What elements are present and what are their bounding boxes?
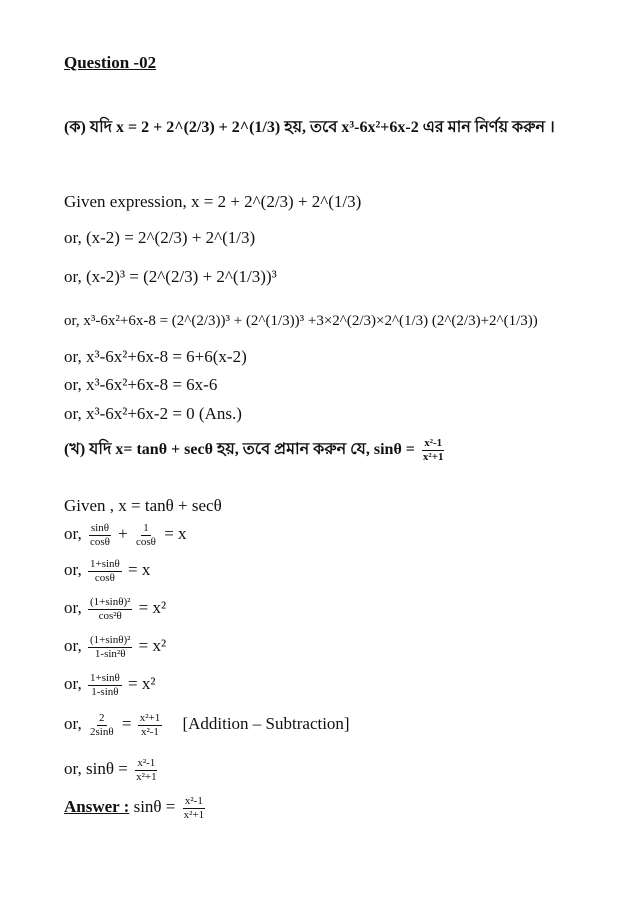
- step-prefix: or,: [64, 598, 82, 618]
- fraction-numerator: sinθ: [90, 522, 109, 534]
- part-b-answer: [64, 795, 208, 821]
- part-b-question: [64, 437, 448, 463]
- part-b-question-fraction: [421, 437, 446, 463]
- fraction-denominator: cosθ: [94, 571, 115, 584]
- part-a-question: (ক) যদি x = 2 + 2^(2/3) + 2^(1/3) হয়, তবে x³-6x²+6x-2 এর মান নির্ণয় করুন ।: [64, 119, 555, 136]
- step-fraction: [138, 712, 163, 738]
- step-fraction: [134, 757, 159, 783]
- step-rhs: = x: [164, 524, 187, 544]
- fraction-denominator: 1-sinθ: [91, 685, 119, 698]
- step-fraction: [134, 522, 158, 548]
- fraction-numerator: x²-1: [424, 437, 443, 449]
- step-fraction: [88, 712, 116, 738]
- step-fraction: [88, 558, 122, 584]
- step-prefix: or,: [64, 674, 82, 694]
- part-b-step-2: [64, 558, 150, 584]
- step-fraction: [88, 672, 122, 698]
- part-b-question-text: (খ) যদি x= tanθ + secθ হয়, তবে প্রমান করুন যে, sinθ =: [64, 440, 415, 458]
- step-rhs: = x²: [138, 598, 167, 618]
- step-rhs: = x²: [128, 674, 156, 694]
- part-b-step-6: [64, 712, 350, 738]
- part-a-line-2: or, (x-2) = 2^(2/3) + 2^(1/3): [64, 228, 256, 247]
- part-b-step-1: [64, 522, 187, 548]
- part-b-step-3: [64, 596, 166, 622]
- step-rhs: = x: [128, 560, 151, 580]
- fraction-numerator: x²-1: [184, 795, 203, 807]
- fraction-denominator: 2sinθ: [89, 725, 114, 738]
- part-a-line-4: or, x³-6x²+6x-8 = (2^(2/3))³ + (2^(1/3))³ +3×2^(2/3)×2^(1/3) (2^(2/3)+2^(1/3)): [64, 313, 538, 329]
- fraction-denominator: cosθ: [136, 535, 156, 548]
- step-prefix: or, sinθ =: [64, 759, 128, 779]
- fraction-numerator: 1+sinθ: [89, 672, 120, 684]
- fraction-denominator: x²+1: [183, 808, 205, 821]
- fraction-numerator: 1: [143, 522, 149, 534]
- step-note: [Addition – Subtraction]: [182, 714, 350, 734]
- fraction-numerator: 1+sinθ: [89, 558, 120, 570]
- part-b-given: Given , x = tanθ + secθ: [64, 496, 222, 515]
- fraction-denominator: 1-sin²θ: [94, 647, 126, 660]
- fraction-numerator: 2: [99, 712, 105, 724]
- answer-text: sinθ =: [133, 797, 176, 817]
- step-prefix: or,: [64, 714, 82, 734]
- part-a-line-3: or, (x-2)³ = (2^(2/3) + 2^(1/3))³: [64, 267, 277, 286]
- step-operator: +: [118, 524, 128, 544]
- fraction-denominator: x²+1: [136, 770, 157, 783]
- step-prefix: or,: [64, 560, 82, 580]
- part-b-step-4: [64, 634, 166, 660]
- step-prefix: or,: [64, 636, 82, 656]
- step-fraction: [88, 634, 132, 660]
- fraction-numerator: x²-1: [137, 757, 156, 769]
- fraction-numerator: x²+1: [139, 712, 161, 724]
- part-b-step-7: [64, 757, 161, 783]
- step-prefix: or,: [64, 524, 82, 544]
- fraction-denominator: cos²θ: [98, 609, 122, 622]
- part-a-line-6: or, x³-6x²+6x-8 = 6x-6: [64, 375, 218, 394]
- question-heading: Question -02: [64, 53, 157, 72]
- fraction-denominator: x²+1: [422, 450, 444, 463]
- step-rhs: = x²: [138, 636, 167, 656]
- fraction-numerator: (1+sinθ)²: [89, 596, 131, 608]
- answer-label: Answer :: [64, 797, 130, 817]
- part-b-step-5: [64, 672, 155, 698]
- fraction-numerator: (1+sinθ)²: [89, 634, 131, 646]
- part-a-line-1: Given expression, x = 2 + 2^(2/3) + 2^(1/3): [64, 192, 362, 211]
- fraction-denominator: cosθ: [89, 535, 110, 548]
- part-a-answer-line: or, x³-6x²+6x-2 = 0 (Ans.): [64, 404, 242, 423]
- fraction-denominator: x²-1: [140, 725, 159, 738]
- step-fraction: [88, 596, 132, 622]
- step-operator: =: [121, 714, 132, 734]
- step-fraction: [88, 522, 112, 548]
- answer-fraction: [182, 795, 207, 821]
- part-a-line-5: or, x³-6x²+6x-8 = 6+6(x-2): [64, 347, 247, 366]
